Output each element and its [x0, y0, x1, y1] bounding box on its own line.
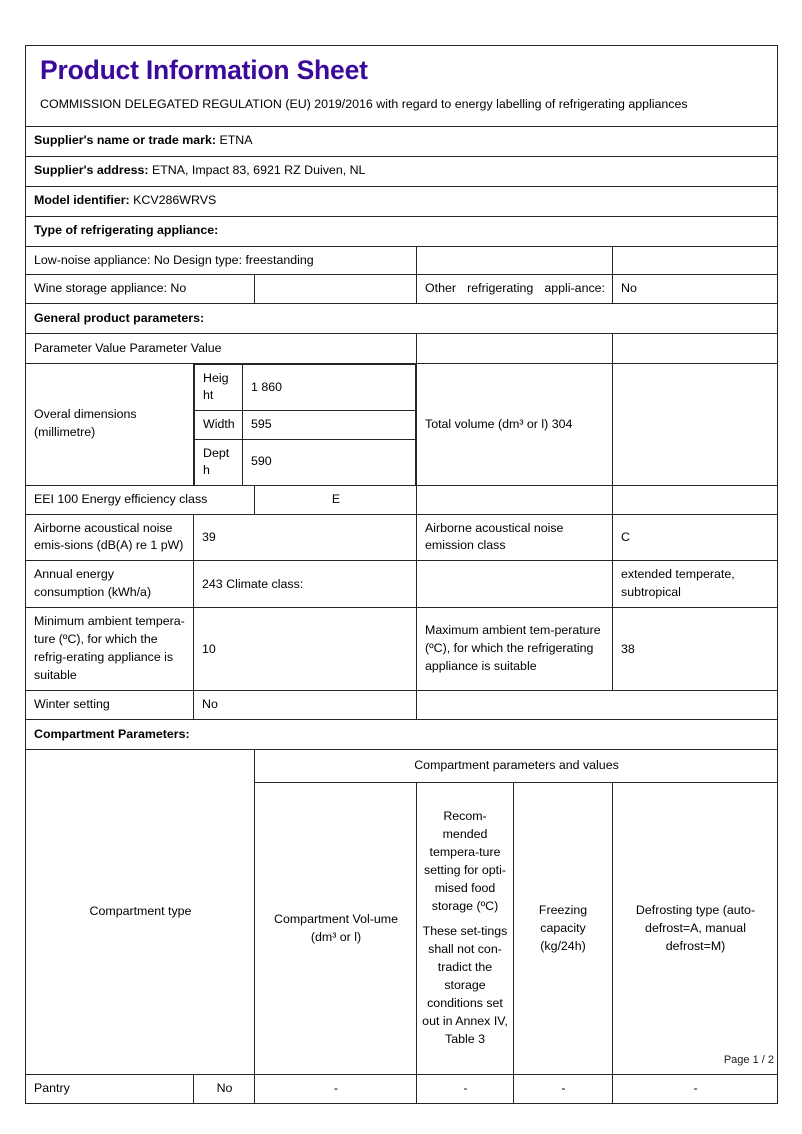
ambient-temperature-row	[26, 608, 778, 691]
supplier-address-value: ETNA, Impact 83, 6921 RZ Duiven, NL	[151, 163, 366, 178]
dimension-depth-row	[195, 439, 416, 485]
dimensions-row	[26, 363, 778, 485]
dimensions-values-cell	[194, 363, 417, 485]
dimension-width-label: Width	[195, 411, 243, 440]
compartment-row-present: No	[194, 1074, 255, 1103]
min-ambient-temperature-value: 10	[194, 608, 417, 691]
supplier-name-value: ETNA	[219, 133, 253, 148]
product-information-table	[25, 45, 778, 1104]
compartment-temperature-header	[417, 783, 514, 1075]
total-volume-spacer	[613, 363, 778, 485]
other-appliance-value: No	[613, 275, 778, 304]
compartment-values-header-row	[26, 749, 778, 782]
noise-emissions-value: 39	[194, 514, 417, 561]
wine-storage-label: Wine storage appliance: No	[26, 275, 255, 304]
low-noise-spacer-2	[613, 246, 778, 275]
appliance-type-heading-row	[26, 216, 778, 246]
annual-energy-row	[26, 561, 778, 608]
general-parameters-heading: General product parameters:	[26, 303, 778, 333]
page-title: Product Information Sheet	[40, 55, 368, 85]
climate-class-value: extended temperate, subtropical	[613, 561, 778, 608]
other-appliance-label: Other refrigerating appli-ance:	[417, 275, 613, 304]
compartment-row-volume: -	[255, 1074, 417, 1103]
dimension-depth-value: 590	[243, 439, 416, 485]
dimension-height-label: Height	[195, 364, 243, 410]
compartment-type-header: Compartment type	[26, 749, 255, 1074]
dimension-width-row	[195, 411, 416, 440]
low-noise-spacer-1	[417, 246, 613, 275]
max-ambient-temperature-label: Maximum ambient tem-perature (ºC), for which the refrigerating appliance is suitable	[417, 608, 613, 691]
supplier-address-cell	[26, 156, 778, 186]
model-identifier-label: Model identifier:	[34, 193, 130, 208]
winter-setting-value: No	[194, 691, 417, 720]
compartment-values-header: Compartment parameters and values	[255, 749, 778, 782]
regulation-subtitle: COMMISSION DELEGATED REGULATION (EU) 2019/2016 with regard to energy labelling of refrigerating appliances	[40, 97, 688, 112]
winter-setting-spacer	[417, 691, 778, 720]
dimension-height-value: 1 860	[243, 364, 416, 410]
min-ambient-temperature-label: Minimum ambient tempera-ture (ºC), for which the refrig-erating appliance is suitable	[26, 608, 194, 691]
eei-row	[26, 485, 778, 514]
model-identifier-row	[26, 186, 778, 216]
product-information-sheet	[25, 45, 777, 1104]
eei-label: EEI 100 Energy efficiency class	[26, 485, 255, 514]
title-row	[26, 46, 778, 127]
compartment-parameters-heading-row	[26, 719, 778, 749]
dimensions-table	[194, 364, 416, 485]
max-ambient-temperature-value: 38	[613, 608, 778, 691]
page-footer: Page 1 / 2	[723, 1054, 774, 1066]
total-volume-label: Total volume (dm³ or l) 304	[417, 363, 613, 485]
freezing-capacity-header: Freezing capacity (kg/24h)	[514, 783, 613, 1075]
eei-spacer-1	[417, 485, 613, 514]
parameter-value-header: Parameter Value Parameter Value	[26, 333, 417, 363]
compartment-row-defrost: -	[613, 1074, 778, 1103]
supplier-address-row	[26, 156, 778, 186]
compartment-row-type: Pantry	[26, 1074, 194, 1103]
dimension-depth-label: Depth	[195, 439, 243, 485]
compartment-volume-header: Compartment Vol-ume (dm³ or l)	[255, 783, 417, 1075]
annual-energy-value: 243 Climate class:	[194, 561, 417, 608]
compartment-parameters-heading: Compartment Parameters:	[26, 719, 778, 749]
parameter-header-spacer-1	[417, 333, 613, 363]
dimension-height-row	[195, 364, 416, 410]
compartment-row-freezing: -	[514, 1074, 613, 1103]
defrosting-type-header: Defrosting type (auto-defrost=A, manual defrost=M)	[613, 783, 778, 1075]
supplier-name-cell	[26, 126, 778, 156]
model-identifier-cell	[26, 186, 778, 216]
dimensions-label: Overal dimensions (millimetre)	[26, 363, 194, 485]
low-noise-row	[26, 246, 778, 275]
noise-class-value: C	[613, 514, 778, 561]
noise-emissions-label: Airborne acoustical noise emis-sions (dB(A) re 1 pW)	[26, 514, 194, 561]
compartment-row-temperature: -	[417, 1074, 514, 1103]
supplier-name-label: Supplier's name or trade mark:	[34, 133, 216, 148]
eei-spacer-2	[613, 485, 778, 514]
winter-setting-label: Winter setting	[26, 691, 194, 720]
supplier-address-label: Supplier's address:	[34, 163, 149, 178]
wine-storage-row	[26, 275, 778, 304]
eei-value: E	[255, 485, 417, 514]
noise-class-label: Airborne acoustical noise emission class	[417, 514, 613, 561]
title-cell	[26, 46, 778, 127]
climate-class-spacer	[417, 561, 613, 608]
supplier-name-row	[26, 126, 778, 156]
noise-emissions-row	[26, 514, 778, 561]
low-noise-label: Low-noise appliance: No Design type: freestanding	[26, 246, 417, 275]
annual-energy-label: Annual energy consumption (kWh/a)	[26, 561, 194, 608]
appliance-type-heading: Type of refrigerating appliance:	[26, 216, 778, 246]
model-identifier-value: KCV286WRVS	[133, 193, 217, 208]
parameter-header-spacer-2	[613, 333, 778, 363]
compartment-temperature-header-main: Recom-mended tempera-ture setting for opti-mised food storage (ºC)	[424, 809, 506, 914]
general-parameters-heading-row	[26, 303, 778, 333]
compartment-temperature-header-note: These set-tings shall not con-tradict the storage conditions set out in Annex IV, Table 3	[422, 924, 508, 1046]
wine-storage-spacer	[255, 275, 417, 304]
dimension-width-value: 595	[243, 411, 416, 440]
winter-setting-row	[26, 691, 778, 720]
parameter-value-header-row	[26, 333, 778, 363]
table-row	[26, 1074, 778, 1103]
